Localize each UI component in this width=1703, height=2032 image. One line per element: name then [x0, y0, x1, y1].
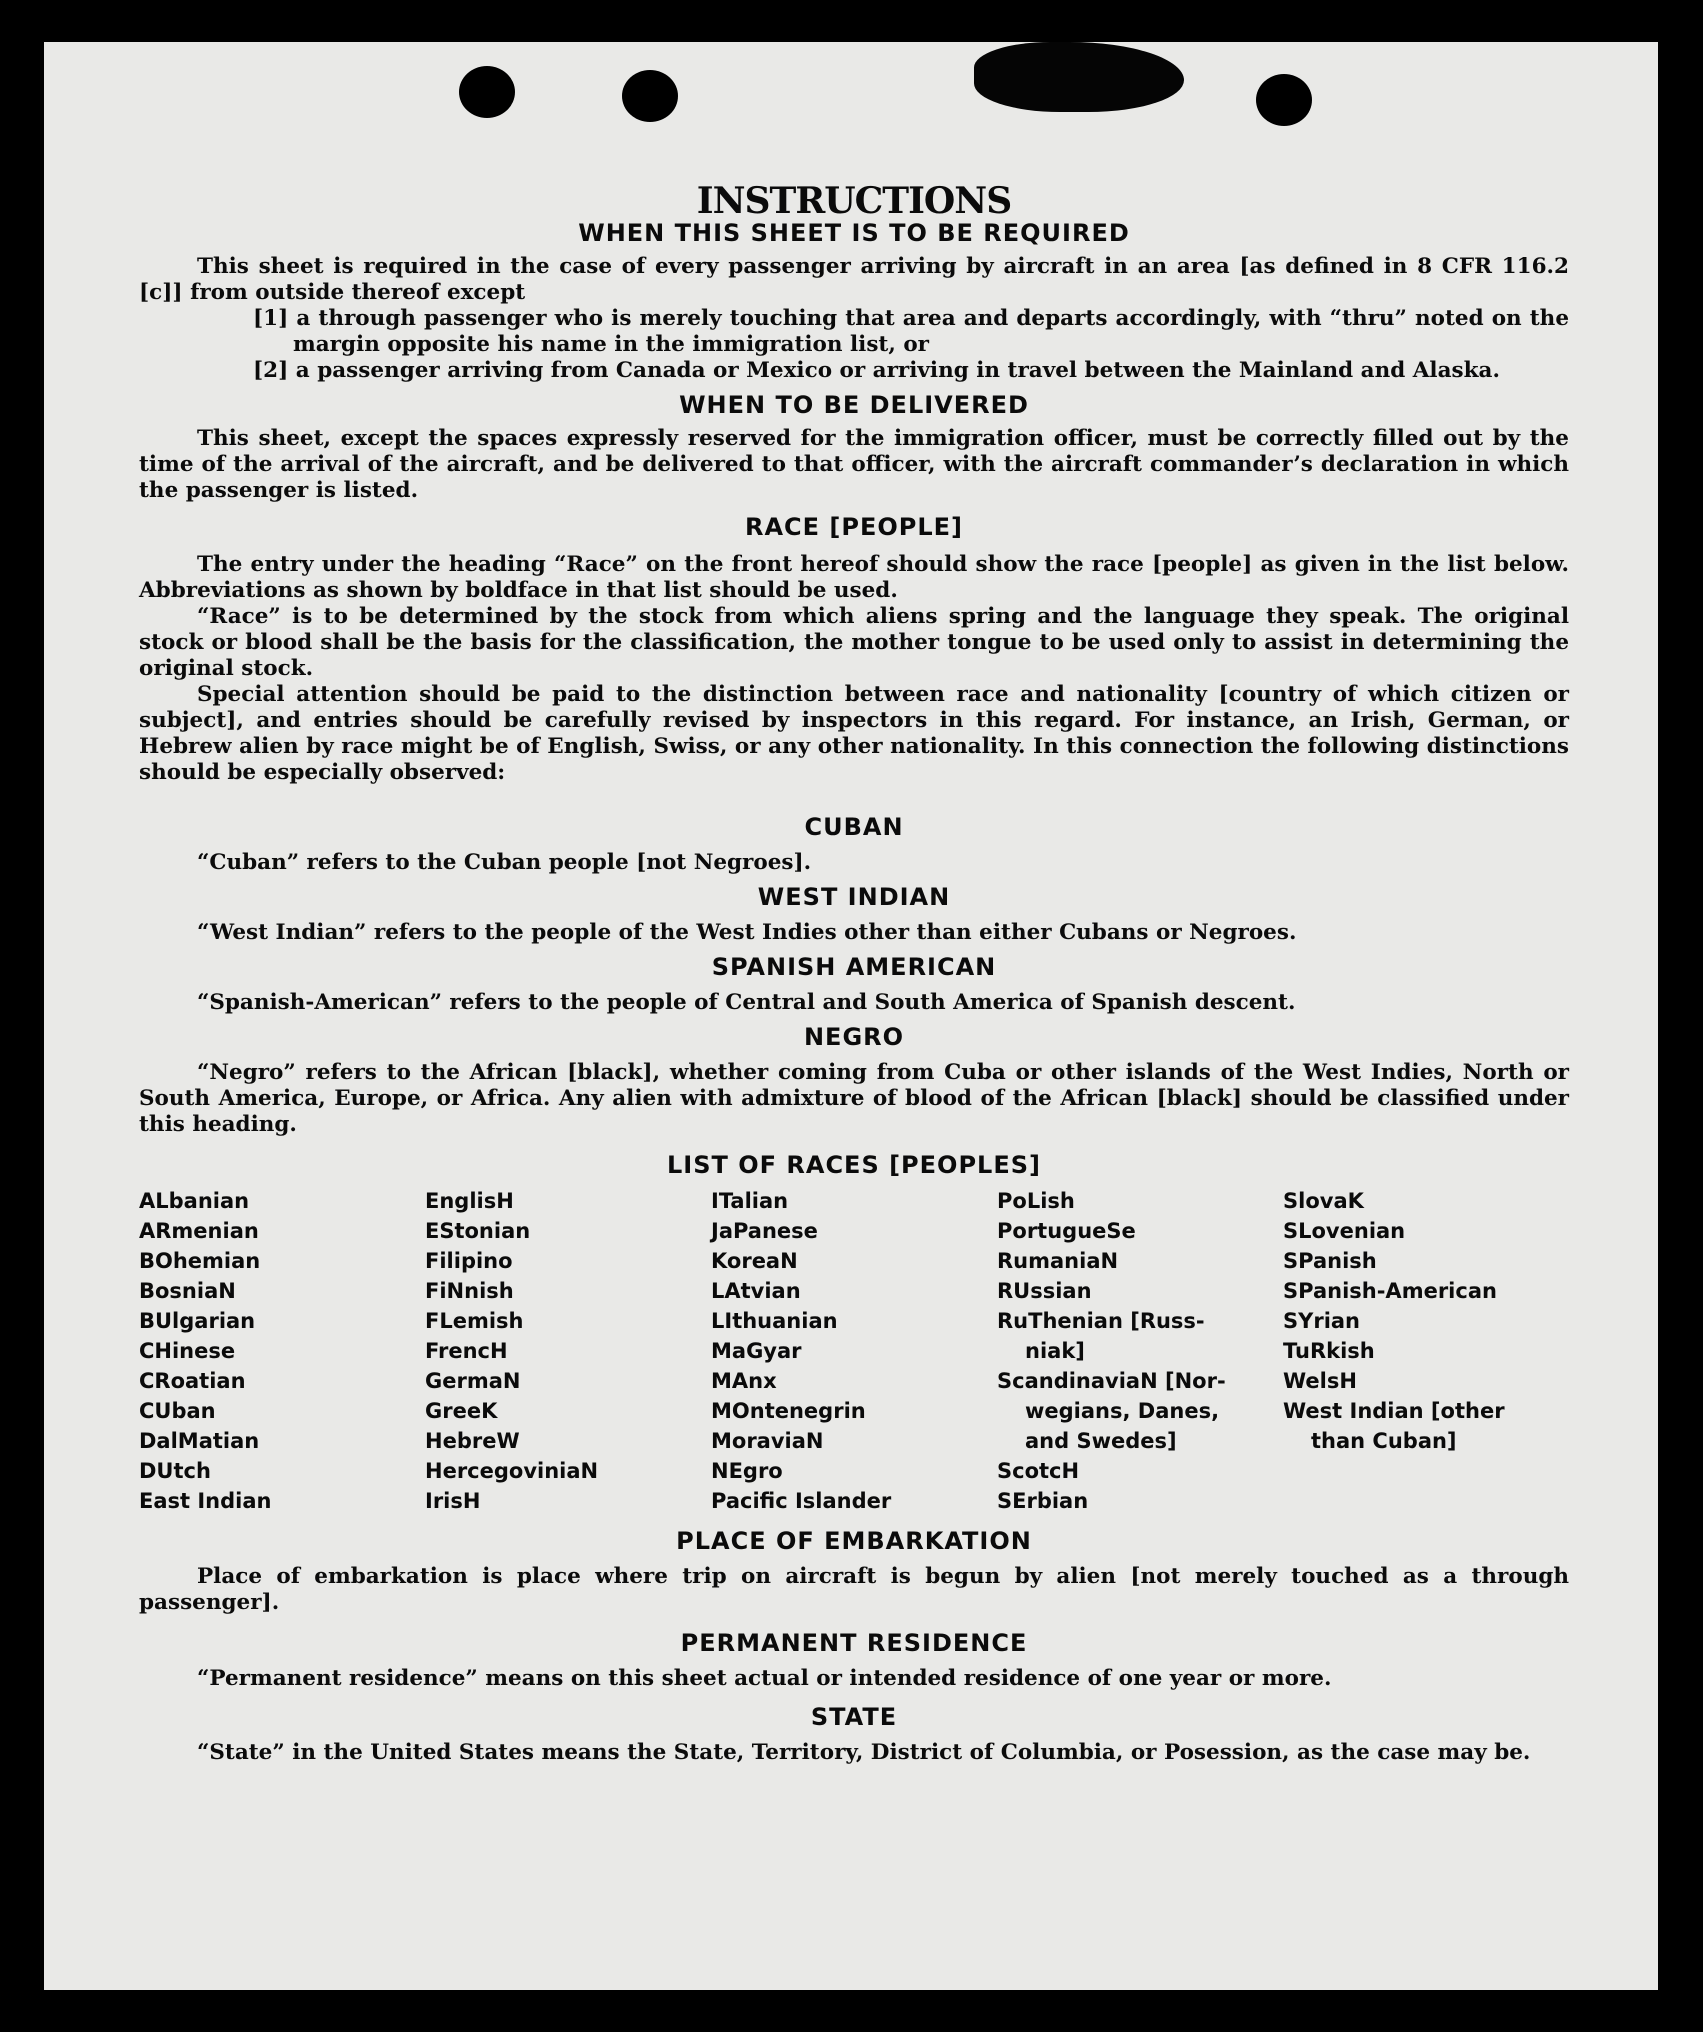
race-item: SPanish	[1283, 1249, 1377, 1273]
races-column-1	[139, 1186, 425, 1516]
race-item: HercegoviniaN	[425, 1459, 599, 1483]
heading-list-of-races: LIST OF RACES [PEOPLES]	[667, 1151, 1041, 1179]
race-item: MOntenegrin	[711, 1399, 866, 1423]
race-item: SYrian	[1283, 1309, 1361, 1333]
heading-when-delivered: WHEN TO BE DELIVERED	[679, 391, 1029, 419]
instructions-content	[139, 142, 1569, 1766]
race-item: FrencH	[425, 1339, 508, 1363]
race-item: Pacific Islander	[711, 1489, 892, 1513]
heading-spanish-american: SPANISH AMERICAN	[711, 953, 997, 981]
race-item: CRoatian	[139, 1369, 246, 1393]
race-item: SLovenian	[1283, 1219, 1406, 1243]
race-item: ITalian	[711, 1189, 789, 1213]
race-item: RuThenian [Russ-	[997, 1309, 1205, 1333]
race-item: EnglisH	[425, 1189, 514, 1213]
race-item: HebreW	[425, 1429, 520, 1453]
race-item: BOhemian	[139, 1249, 261, 1273]
race-item: LIthuanian	[711, 1309, 838, 1333]
race-item: SErbian	[997, 1489, 1089, 1513]
race-item: KoreaN	[711, 1249, 798, 1273]
ink-stain	[974, 42, 1184, 112]
race-paragraph-2: “Race” is to be determined by the stock from which aliens spring and the language they speak. The original stock or blood shall be the basis for the classification, the mother tongue to be used only to assist in determining the original stock.	[139, 604, 1569, 681]
race-item: MaGyar	[711, 1339, 802, 1363]
race-item: WelsH	[1283, 1369, 1357, 1393]
spanish-american-text: “Spanish-American” refers to the people of Central and South America of Spanish descent.	[197, 990, 1296, 1015]
heading-cuban: CUBAN	[804, 813, 904, 841]
heading-west-indian: WEST INDIAN	[757, 883, 951, 911]
delivered-text: This sheet, except the spaces expressly reserved for the immigration officer, must be correctly filled out by the time of the arrival of the aircraft, and be delivered to that officer, with the aircraft commander’s declaration in which the passenger is listed.	[139, 426, 1569, 503]
race-item: ScandinaviaN [Nor-	[997, 1369, 1226, 1393]
race-item: CHinese	[139, 1339, 236, 1363]
cuban-text: “Cuban” refers to the Cuban people [not Negroes].	[197, 850, 812, 875]
west-indian-text: “West Indian” refers to the people of the West Indies other than either Cubans or Negroes.	[197, 920, 1297, 945]
punch-hole-left	[459, 66, 515, 118]
race-item: DalMatian	[139, 1429, 260, 1453]
race-item: PortugueSe	[997, 1219, 1136, 1243]
races-column-2	[425, 1186, 711, 1516]
race-item: ScotcH	[997, 1459, 1080, 1483]
races-list	[139, 1186, 1569, 1516]
races-column-3	[711, 1186, 997, 1516]
races-column-5	[1283, 1186, 1569, 1516]
heading-when-required: WHEN THIS SHEET IS TO BE REQUIRED	[578, 219, 1130, 247]
race-item: and Swedes]	[1025, 1429, 1177, 1453]
race-item: FiNnish	[425, 1279, 514, 1303]
heading-state: STATE	[810, 1703, 898, 1731]
required-item-1: [1] a through passenger who is merely touching that area and departs accordingly, with “thru” noted on the margin opposite his name in the immigration list, or	[253, 306, 1569, 357]
race-item: than Cuban]	[1311, 1429, 1457, 1453]
race-item: PoLish	[997, 1189, 1075, 1213]
race-item: MAnx	[711, 1369, 777, 1393]
race-item: TuRkish	[1283, 1339, 1375, 1363]
race-item: GreeK	[425, 1399, 498, 1423]
race-item: ARmenian	[139, 1219, 259, 1243]
heading-race: RACE [PEOPLE]	[744, 513, 964, 541]
race-paragraph-1: The entry under the heading “Race” on the front hereof should show the race [people] as given in the list below. Abbreviations as shown by boldface in that list should be used.	[139, 552, 1569, 603]
race-item: BUlgarian	[139, 1309, 256, 1333]
race-item: MoraviaN	[711, 1429, 824, 1453]
race-item: CUban	[139, 1399, 216, 1423]
race-item: SlovaK	[1283, 1189, 1364, 1213]
race-item: niak]	[1025, 1339, 1085, 1363]
page-title: INSTRUCTIONS	[696, 180, 1012, 222]
negro-text: “Negro” refers to the African [black], whether coming from Cuba or other islands of the West Indies, North or South America, Europe, or Africa. Any alien with admixture of blood of the African [black] should be classified under this heading.	[139, 1060, 1569, 1137]
race-item: FLemish	[425, 1309, 524, 1333]
document-sheet	[44, 42, 1658, 1990]
state-text: “State” in the United States means the State, Territory, District of Columbia, or Posession, as the case may be.	[197, 1740, 1531, 1765]
race-item: DUtch	[139, 1459, 211, 1483]
heading-place-of-embarkation: PLACE OF EMBARKATION	[676, 1527, 1032, 1555]
embarkation-text: Place of embarkation is place where trip on aircraft is begun by alien [not merely touched as a through passenger].	[139, 1564, 1569, 1615]
required-intro: This sheet is required in the case of every passenger arriving by aircraft in an area [as defined in 8 CFR 116.2 [c]] from outside thereof except	[139, 254, 1569, 305]
race-item: West Indian [other	[1283, 1399, 1505, 1423]
race-item: East Indian	[139, 1489, 272, 1513]
residence-text: “Permanent residence” means on this sheet actual or intended residence of one year or more.	[197, 1666, 1332, 1691]
punch-hole-right	[1256, 74, 1312, 126]
required-item-2: [2] a passenger arriving from Canada or Mexico or arriving in travel between the Mainland and Alaska.	[253, 358, 1500, 383]
race-item: NEgro	[711, 1459, 783, 1483]
race-item: GermaN	[425, 1369, 521, 1393]
race-item: EStonian	[425, 1219, 531, 1243]
heading-negro: NEGRO	[803, 1023, 905, 1051]
race-item: RumaniaN	[997, 1249, 1119, 1273]
heading-permanent-residence: PERMANENT RESIDENCE	[680, 1629, 1028, 1657]
punch-hole-center	[622, 70, 678, 122]
race-item: BosniaN	[139, 1279, 236, 1303]
race-item: RUssian	[997, 1279, 1092, 1303]
race-item: wegians, Danes,	[1025, 1399, 1220, 1423]
race-item: Filipino	[425, 1249, 513, 1273]
race-item: JaPanese	[711, 1219, 818, 1243]
races-column-4	[997, 1186, 1283, 1516]
race-paragraph-3: Special attention should be paid to the distinction between race and nationality [country of which citizen or subject], and entries should be carefully revised by inspectors in this regard. For instance, an Irish, German, or Hebrew alien by race might be of English, Swiss, or any other nationality. In this connection the following distinctions should be especially observed:	[139, 682, 1569, 785]
race-item: ALbanian	[139, 1189, 250, 1213]
race-item: SPanish-American	[1283, 1279, 1497, 1303]
race-item: IrisH	[425, 1489, 481, 1513]
race-item: LAtvian	[711, 1279, 801, 1303]
